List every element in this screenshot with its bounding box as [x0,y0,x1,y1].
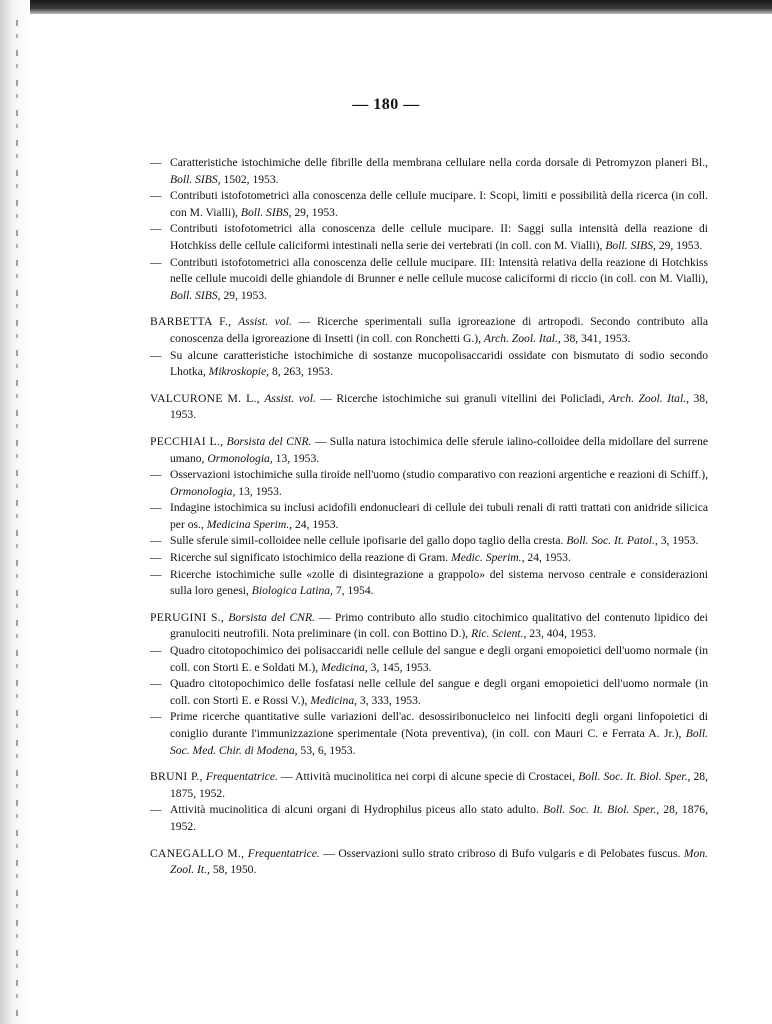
citation-ref: 28, 1875, 1952. [170,770,708,800]
entry-title: Attività mucinolitica nei corpi di alcune specie di Crostacei, [295,770,576,784]
journal-name: Mon. Zool. It., [170,846,709,877]
citation-ref: 3, 1953. [660,534,699,548]
entry-title: Ricerche istochimiche sulle «zolle di disintegrazione a grappolo» del sistema nervoso centrale e considerazioni sulla loro genesi, [170,567,708,598]
entry-dash: — [150,501,162,515]
citation-ref: 13, 1953. [275,451,320,465]
book-spine-shadow [0,0,30,1024]
journal-name: Medicina, [310,693,358,707]
journal-name: Boll. SIBS, [170,288,221,302]
journal-name: Boll. Soc. It. Patol., [566,534,658,548]
bibliography-entry [150,155,708,188]
entry-title: Prime ricerche quantitative sulle variazioni dell'ac. desossiribonucleico nei linfociti degli organi linfopoietici di coniglio durante l'immunizzazione sperimentale (Nota preventiva), (in coll. con Mauri C. e Ferrata A. Jr.), [170,710,708,740]
citation-ref: 23, 404, 1953. [529,627,597,641]
bibliography-entry [150,467,708,500]
bibliography-entry [150,709,708,759]
entry-dash: — [150,534,162,548]
entry-dash: — [150,156,162,169]
citation-ref: 29, 1953. [658,238,703,252]
section-gap [150,424,708,434]
author-section [150,769,708,835]
entry-title: Osservazioni istochimiche sulla tiroide nell'uomo (studio comparativo con reazioni argentiche e reazioni di Schiff.), [170,468,708,482]
author-name: PECCHIAI L., [150,434,224,448]
bibliography-list [150,155,708,879]
author-role: Assist. vol. [238,315,292,329]
binding-mark [16,20,18,1020]
citation-ref: 1502, 1953. [223,172,279,186]
entry-title: Primo contributo allo studio citochimico qualitativo del contenuto lipidico dei granulociti neutrofili. Nota preliminare (in coll. con Bottino D.), [170,610,708,641]
citation-ref: 13, 1953. [238,484,282,498]
author-role: Borsista del CNR. [228,610,315,624]
entry-dash: — [150,677,162,691]
citation-ref: 3, 145, 1953. [370,660,432,674]
entry-dash: — [150,644,162,658]
section-gap [150,836,708,846]
page-top-edge [0,0,772,14]
entry-title: Contributi istofotometrici alla conoscenza delle cellule mucipare. III: Intensità relativa della reazione di Hotchkiss nelle cellule mucoidi delle ghiandole di Brunner e nelle cellule mucose caliciformi di riccio (in coll. con M. Vialli), [170,255,708,286]
author-role: Frequentatrice. [247,846,320,860]
bibliography-entry: VALCURONE M. L., Assist. vol. — Ricerche istochimiche sui granuli vitellini dei Policladi, Arch. Zool. Ital., 38, 1953. [150,391,708,422]
bibliography-entry: CANEGALLO M., Frequentatrice. — Osservazioni sullo strato cribroso di Bufo vulgaris e di Pelobates fuscus. Mon. Zool. It., 58, 1950. [150,846,709,877]
entry-dash: — [150,567,162,581]
entry-title: Quadro citotopochimico delle fosfatasi nelle cellule del sangue e degli organi emopoietici dell'uomo normale (in coll. con Storti E. e Rossi V.), [170,677,708,707]
journal-name: Boll. SIBS, [240,205,292,219]
author-section [150,314,708,380]
entry-title: Contributi istofotometrici alla conoscenza delle cellule mucipare. II: Saggi sulla intensità della reazione di Hotchkiss delle cellule caliciformi intestinali nella serie dei vertebrati (in coll. con M. Vialli), [170,222,708,252]
section-gap [150,759,708,769]
entry-dash: — [150,222,162,236]
entry-title: Quadro citotopochimico dei polisaccaridi nelle cellule del sangue e degli organi emopoietici dell'uomo normale (in coll. con Storti E. e Soldati M.), [170,644,708,674]
journal-name: Boll. Soc. Med. Chir. di Modena, [170,727,708,757]
entry-title: Ricerche sul significato istochimico della reazione di Gram. [170,551,449,565]
journal-name: Medicina Sperim., [206,517,293,531]
entry-dash: — [150,803,162,817]
journal-name: Boll. Soc. It. Biol. Sper., [578,770,691,784]
journal-name: Boll. Soc. It. Biol. Sper., [542,803,660,817]
author-role: Assist. vol. [264,391,316,405]
author-role: Borsista del CNR. [226,434,312,448]
entry-dash: — [150,348,162,362]
entry-dash: — [150,255,162,269]
author-name: PERUGINI S., [150,610,225,624]
journal-name: Ric. Scient., [471,627,527,641]
journal-name: Medicina, [321,660,368,674]
citation-ref: 24, 1953. [527,551,571,565]
journal-name: Ormonologia, [207,451,273,465]
journal-name: Mikroskopie, [208,365,270,379]
bibliography-entry: BRUNI P., Frequentatrice. — Attività mucinolitica nei corpi di alcune specie di Crostacei, Boll. Soc. It. Biol. Sper., 28, 1875, 1952. [150,770,708,800]
entry-title: Caratteristiche istochimiche delle fibrille della membrana cellulare nella corda dorsale di Petromyzon planeri Bl., [170,156,708,169]
bibliography-entry: PECCHIAI L., Borsista del CNR. — Sulla natura istochimica delle sferule ialino-colloidee della midollare del surrene umano, Ormonologia, 13, 1953. [150,434,709,465]
entry-dash: — [150,189,162,203]
entry-title: Indagine istochimica su inclusi acidofili endonucleari di cellule dei tubuli renali di ratti trattati con anidride silicica per os., [170,501,708,531]
journal-name: Boll. SIBS, [605,238,656,252]
bibliography-entry: BARBETTA F., Assist. vol. — Ricerche sperimentali sulla igroreazione di artropodi. Secondo contributo alla conoscenza della igroreazione di Insetti (in coll. con Ronchetti G.), Arch. Zool. Ital., 38, 341, 1953. [150,315,709,345]
citation-ref: 58, 1950. [212,863,257,877]
author-section [150,434,708,600]
bibliography-entry [150,221,708,254]
author-section [150,391,708,424]
entry-title: Contributi istofotometrici alla conoscenza delle cellule mucipare. I: Scopi, limiti e possibilità della ricerca (in coll. con M. Vialli), [170,189,708,219]
bibliography-entry [150,500,708,533]
citation-ref: 29, 1953. [223,288,267,302]
citation-ref: 38, 1953. [170,391,708,422]
journal-name: Medic. Sperim., [451,551,525,565]
citation-ref: 8, 263, 1953. [271,365,333,379]
journal-name: Biologica Latina, [251,584,333,598]
author-section [150,155,708,304]
bibliography-entry [150,255,708,305]
bibliography-entry [150,348,708,381]
citation-ref: 38, 341, 1953. [563,331,631,345]
author-name: CANEGALLO M., [150,846,245,860]
entry-dash: — [150,551,162,565]
author-name: BRUNI P., [150,770,203,784]
bibliography-entry [150,643,708,676]
section-gap [150,600,708,610]
citation-ref: 29, 1953. [294,205,338,219]
section-gap [150,381,708,391]
citation-ref: 28, 1876, 1952. [170,803,708,833]
author-section [150,846,708,879]
entry-title: Sulle sferule simil-colloidee nelle cellule ipofisarie del gallo dopo taglio della cresta. [170,534,564,548]
author-section [150,610,708,759]
citation-ref: 24, 1953. [294,517,339,531]
journal-name: Boll. SIBS, [170,172,221,186]
journal-name: Ormonologia, [170,484,236,498]
entry-title: Sulla natura istochimica delle sferule ialino-colloidee della midollare del surrene umano, [170,434,709,465]
entry-title: Su alcune caratteristiche istochimiche di sostanze mucopolisaccaridi ossidate con bismutato di sodio secondo Lhotka, [170,348,708,379]
citation-ref: 53, 6, 1953. [300,743,356,757]
citation-ref: 7, 1954. [335,584,374,598]
citation-ref: 3, 333, 1953. [359,693,421,707]
entry-title: Ricerche sperimentali sulla igroreazione di artropodi. Secondo contributo alla conoscenza della igroreazione di Insetti (in coll. con Ronchetti G.), [170,315,709,345]
bibliography-entry [150,533,708,550]
bibliography-entry: PERUGINI S., Borsista del CNR. — Primo contributo allo studio citochimico qualitativo del contenuto lipidico dei granulociti neutrofili. Nota preliminare (in coll. con Bottino D.), Ric. Scient., 23, 404, 1953. [150,610,708,641]
bibliography-entry [150,550,708,567]
author-role: Frequentatrice. [205,770,278,784]
entry-dash: — [150,710,162,724]
section-gap [150,304,708,314]
author-name: BARBETTA F., [150,315,232,329]
bibliography-entry [150,567,708,600]
bibliography-entry [150,188,708,221]
page-number: — 180 — [352,96,420,113]
entry-title: Osservazioni sullo strato cribroso di Bufo vulgaris e di Pelobates fuscus. [338,846,681,860]
entry-title: Ricerche istochimiche sui granuli vitellini dei Policladi, [336,391,605,405]
entry-dash: — [150,468,162,482]
entry-title: Attività mucinolitica di alcuni organi di Hydrophilus piceus allo stato adulto. [170,803,539,817]
bibliography-entry [150,802,708,835]
journal-name: Arch. Zool. Ital., [608,391,689,405]
bibliography-entry [150,676,708,709]
journal-name: Arch. Zool. Ital., [483,331,561,345]
author-name: VALCURONE M. L., [150,391,260,405]
